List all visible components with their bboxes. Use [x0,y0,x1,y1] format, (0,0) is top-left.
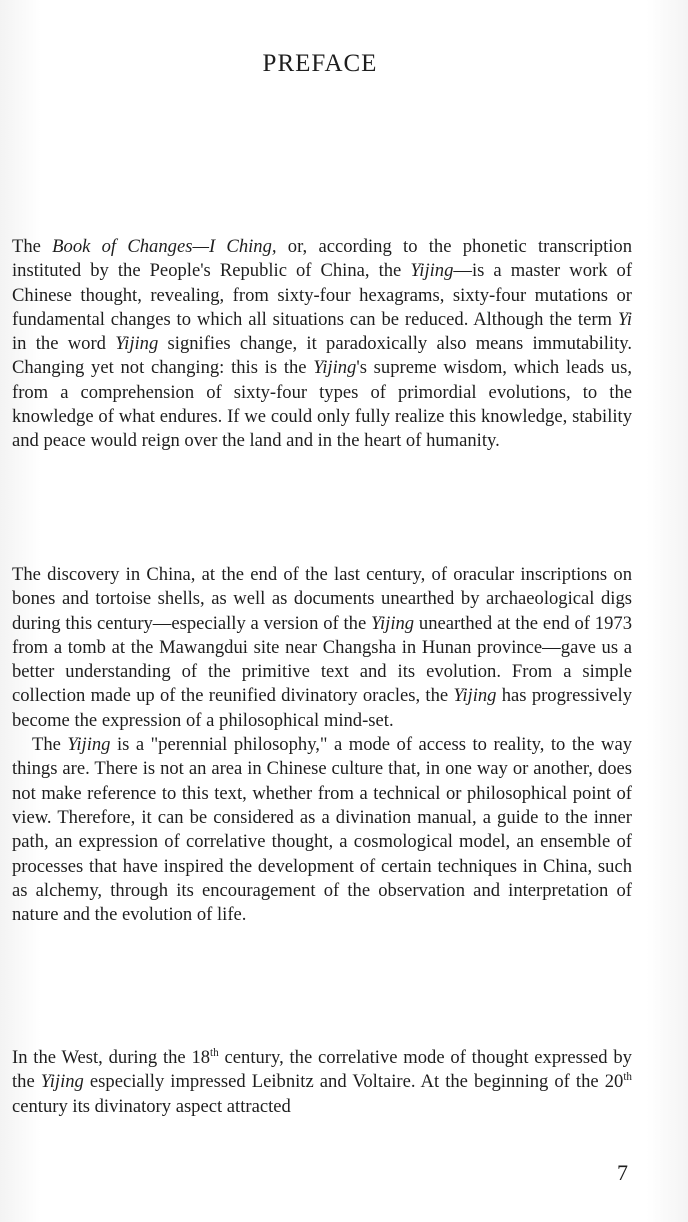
paragraph-2 [12,563,632,733]
italic-text: Yijing [410,260,454,282]
paragraph-text: The [12,236,53,257]
paragraph-text: or, according to the phonetic transcription instituted by the People's Republic of China, the [12,236,632,282]
paragraph-text: is a "perennial philosophy," a mode of access to reality, to the way things are. There is not an area in Chinese culture that, in one way or another, does not make reference to this text, whether from a technical or philosophical point of view. Therefore, it can be considered as a divination manual, a guide to the inner path, an expression of correlative thought, a cosmological model, an ensemble of processes that have inspired the development of certain techniques in China, such as alchemy, through its encouragement of the observation and interpretation of nature and the evolution of life. [12,734,633,926]
italic-text: Yijing [40,1071,84,1093]
italic-text: Yijing [115,333,159,355]
body-section-3 [12,1046,632,1119]
body-section-1 [12,235,632,454]
page-title: PREFACE [262,50,378,77]
paragraph-text: unearthed at the end of 1973 from a tomb at the Mawangdui site near Changsha in Hunan province—gave us a better understanding of the primitive text and its evolution. From a simple collection made up of the reunified divinatory oracles, the [12,612,632,707]
superscript-text: th [210,1046,219,1059]
paragraph-text: especially impressed Leibnitz and Voltaire. At the beginning of the 20 [83,1071,624,1093]
italic-text: Yi [617,308,632,330]
superscript-text: th [623,1071,632,1084]
paragraph-text: In the West, during the 18 [12,1047,211,1068]
italic-text: Yijing [371,612,415,634]
italic-text: Yijing [67,734,111,756]
paragraph-text: The discovery in China, at the end of the last century, of oracular inscriptions on bones and tortoise shells, as well as documents unearthed by archaeological digs during this century—especially a version of the [12,564,632,634]
body-section-2 [12,563,632,927]
paragraph-text: century, the correlative mode of thought expressed by the [12,1047,632,1093]
page-number: 7 [617,1160,628,1185]
paragraph-text: signifies change, it paradoxically also means immutability. Changing yet not changing: this is the [12,333,632,379]
italic-text: Yijing [313,357,357,379]
paragraph-1 [12,235,632,454]
paragraph-4 [12,1046,632,1119]
paragraph-text: has progressively become the expression of a philosophical mind-set. [12,685,633,731]
paragraph-text: —is a master work of Chinese thought, revealing, from sixty-four hexagrams, sixty-four mutations or fundamental changes to which all situations can be reduced. Although the term [12,260,633,330]
paragraph-text: The [32,734,68,756]
paragraph-text: 's supreme wisdom, which leads us, from a comprehension of sixty-four types of primordial evolutions, to the knowledge of what endures. If we could only fully realize this knowledge, stability and peace would reign over the land and in the heart of humanity. [12,357,632,452]
paragraph-3 [12,733,632,927]
italic-text: Yijing [453,685,497,707]
paragraph-text: in the word [12,333,116,355]
paragraph-text: century its divinatory aspect attracted [12,1095,291,1117]
italic-text: Book of Changes—I Ching, [52,236,277,257]
